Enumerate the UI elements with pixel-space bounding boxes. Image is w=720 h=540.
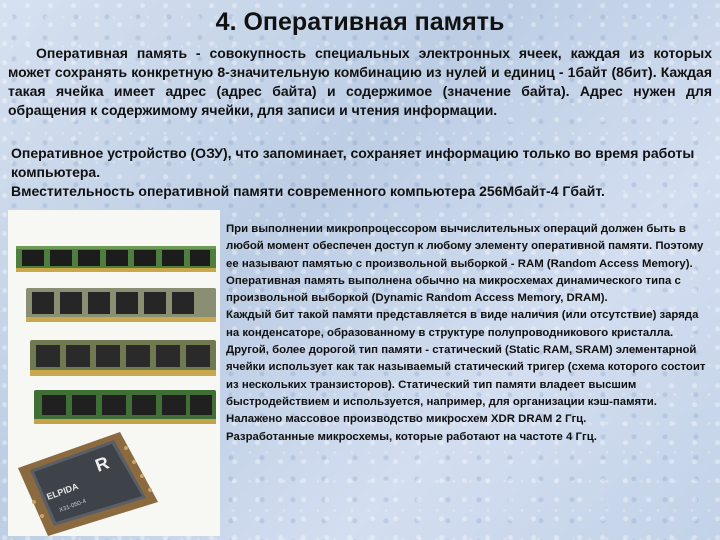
intro-paragraph: Оперативная память - совокупность специальных электронных ячеек, каждая из которых может сохранять конкретную 8-значительную комбинацию из нулей и единиц - 1байт (8бит). Каждая такая ячейка имеет адрес (адрес байта) и содержимое (значение байта). Адрес нужен для обращения к содержимому ячейки, для записи и чтения информации.	[8, 45, 712, 118]
memory-module-3	[30, 340, 216, 376]
chip-marking-text: R	[92, 452, 112, 476]
ram-details-4ghz: Разработанные микросхемы, которые работают на частоте 4 Ггц.	[226, 430, 597, 443]
memory-module-4	[34, 390, 216, 424]
memory-module-2	[26, 288, 216, 322]
memory-modules-photo	[8, 210, 220, 536]
ram-details-bit-storage: Каждый бит такой памяти представляется в виде наличия (или отсутствие) заряда на конденсаторе, образованному в структуре полупроводникового кристалла. Другой, более дорогой тип памяти - статический (Static RAM, SRAM) элементарной ячейки использует как так называемый статический тригер (схема которого состоит из нескольких транзисторов). Статический тип памяти владеет высшим быстродействием и используется, например, для организации кэш-памяти.	[226, 309, 706, 408]
elpida-chip	[18, 432, 158, 536]
slide-title: 4. Оперативная память	[215, 8, 505, 36]
definition-block	[11, 144, 711, 201]
ram-details-xdr: Налажено массовое производство микросхем XDR DRAM 2 Ггц.	[226, 413, 587, 426]
chip-code-text: X31-050-4	[58, 498, 88, 514]
definition-line-capacity: Вместительность оперативной памяти современного компьютера 256Мбайт-4 Гбайт.	[11, 183, 605, 199]
memory-module-1	[16, 246, 216, 272]
chip-brand-text: ELPIDA	[45, 481, 80, 502]
ram-details-random-access: При выполнении микропроцессором вычислительных операций должен быть в любой момент обеспечен доступ к любому элементу оперативной памяти. Поэтому ее называют памятью с произвольной выборкой - RAM (Random Access Memory).	[226, 223, 704, 270]
definition-line-ram: Оперативное устройство (ОЗУ), что запоминает, сохраняет информацию только во время работы компьютера.	[11, 145, 695, 180]
ram-details	[226, 221, 710, 446]
ram-details-dram: Оперативная память выполнена обычно на микросхемах динамического типа с произвольной выборкой (Dynamic Random Access Memory, DRAM).	[226, 274, 681, 305]
